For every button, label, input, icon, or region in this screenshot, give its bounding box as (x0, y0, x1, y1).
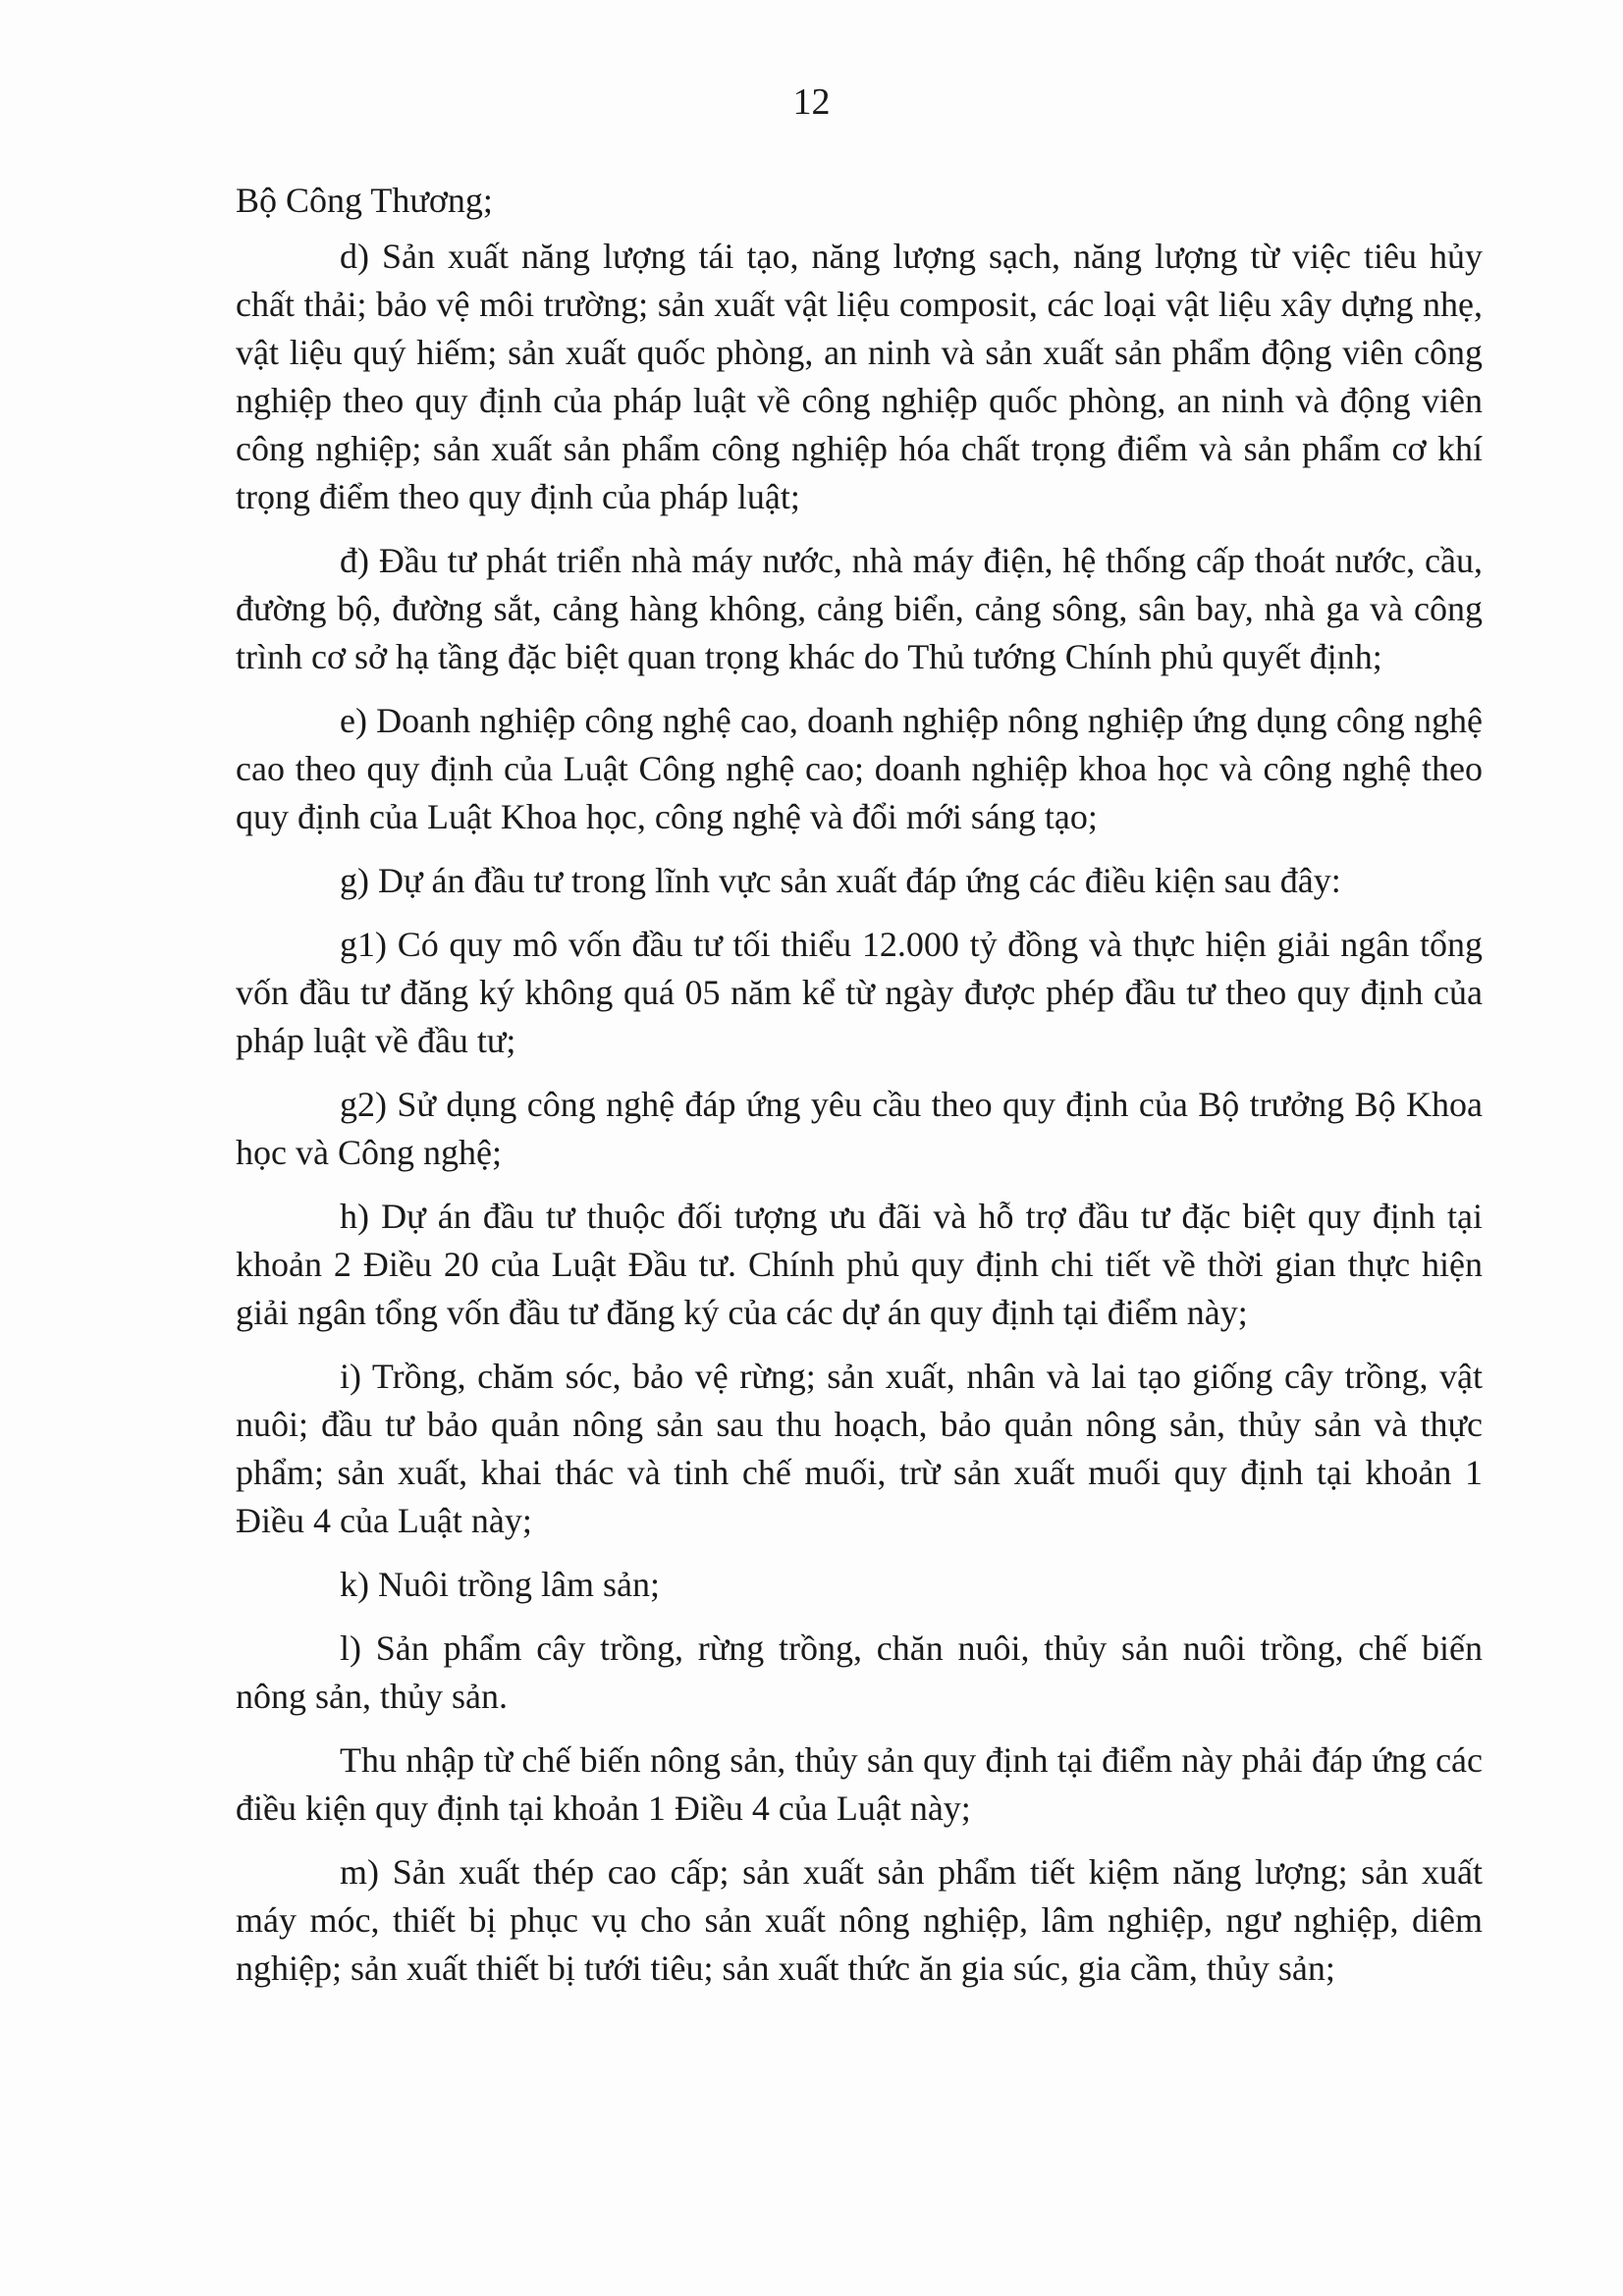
document-body (236, 177, 1483, 2008)
paragraph-item-g: g) Dự án đầu tư trong lĩnh vực sản xuất đáp ứng các điều kiện sau đây: (340, 861, 1341, 900)
paragraph-item-l-note: Thu nhập từ chế biến nông sản, thủy sản quy định tại điểm này phải đáp ứng các điều kiện quy định tại khoản 1 Điều 4 của Luật này; (236, 1740, 1483, 1828)
paragraph-continuation: Bộ Công Thương; (236, 181, 493, 220)
paragraph-item-m: m) Sản xuất thép cao cấp; sản xuất sản phẩm tiết kiệm năng lượng; sản xuất máy móc, thiết bị phục vụ cho sản xuất nông nghiệp, lâm nghiệp, ngư nghiệp, diêm nghiệp; sản xuất thiết bị tưới tiêu; sản xuất thức ăn gia súc, gia cầm, thủy sản; (236, 1852, 1483, 1988)
paragraph-item-i: i) Trồng, chăm sóc, bảo vệ rừng; sản xuất, nhân và lai tạo giống cây trồng, vật nuôi; đầu tư bảo quản nông sản sau thu hoạch, bảo quản nông sản, thủy sản và thực phẩm; sản xuất, khai thác và tinh chế muối, trừ sản xuất muối quy định tại khoản 1 Điều 4 của Luật này; (236, 1357, 1483, 1540)
paragraph-item-e: e) Doanh nghiệp công nghệ cao, doanh nghiệp nông nghiệp ứng dụng công nghệ cao theo quy định của Luật Công nghệ cao; doanh nghiệp khoa học và công nghệ theo quy định của Luật Khoa học, công nghệ và đổi mới sáng tạo; (236, 701, 1483, 836)
paragraph-item-g2: g2) Sử dụng công nghệ đáp ứng yêu cầu theo quy định của Bộ trưởng Bộ Khoa học và Công nghệ; (236, 1085, 1483, 1172)
paragraph-item-k: k) Nuôi trồng lâm sản; (340, 1565, 660, 1604)
paragraph-item-d: d) Sản xuất năng lượng tái tạo, năng lượng sạch, năng lượng từ việc tiêu hủy chất thải; bảo vệ môi trường; sản xuất vật liệu composit, các loại vật liệu xây dựng nhẹ, vật liệu quý hiếm; sản xuất quốc phòng, an ninh và sản xuất sản phẩm động viên công nghiệp theo quy định của pháp luật về công nghiệp quốc phòng, an ninh và động viên công nghiệp; sản xuất sản phẩm công nghiệp hóa chất trọng điểm và sản phẩm cơ khí trọng điểm theo quy định của pháp luật; (236, 237, 1483, 516)
paragraph-item-g1: g1) Có quy mô vốn đầu tư tối thiểu 12.000 tỷ đồng và thực hiện giải ngân tổng vốn đầu tư đăng ký không quá 05 năm kể từ ngày được phép đầu tư theo quy định của pháp luật về đầu tư; (236, 925, 1483, 1060)
paragraph-item-l: l) Sản phẩm cây trồng, rừng trồng, chăn nuôi, thủy sản nuôi trồng, chế biến nông sản, thủy sản. (236, 1629, 1483, 1716)
paragraph-item-dd: đ) Đầu tư phát triển nhà máy nước, nhà máy điện, hệ thống cấp thoát nước, cầu, đường bộ, đường sắt, cảng hàng không, cảng biển, cảng sông, sân bay, nhà ga và công trình cơ sở hạ tầng đặc biệt quan trọng khác do Thủ tướng Chính phủ quyết định; (236, 541, 1483, 676)
page-number: 12 (792, 81, 831, 123)
paragraph-item-h: h) Dự án đầu tư thuộc đối tượng ưu đãi và hỗ trợ đầu tư đặc biệt quy định tại khoản 2 Điều 20 của Luật Đầu tư. Chính phủ quy định chi tiết về thời gian thực hiện giải ngân tổng vốn đầu tư đăng ký của các dự án quy định tại điểm này; (236, 1197, 1483, 1332)
